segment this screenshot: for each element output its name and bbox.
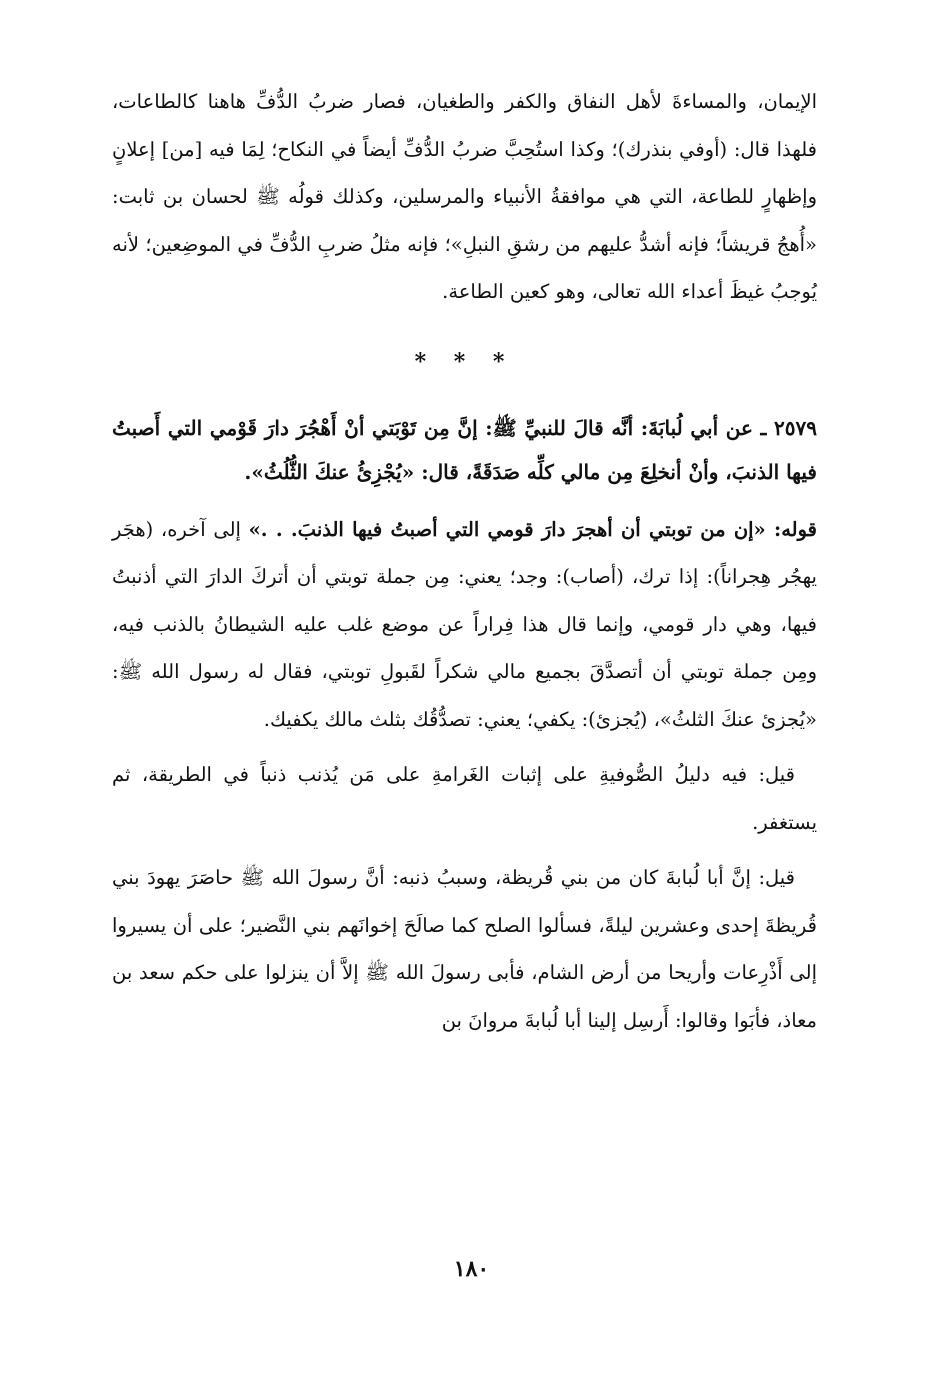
commentary-body: إلى آخره، (هجَر يهجُر هِجراناً): إذا ترك، (أصاب): وجد؛ يعني: مِن جملة توبتي أن أتركَ الدارَ التي أذنبتُ فيها، وهي دار قومي، وإنما قال هذا فِراراً عن موضع غلب عليه الشيطانُ بالذنب فيه، ومِن جملة توبتي أن أتصدَّقَ بجميع مالي شكراً لقَبولِ توبتي، فقال له رسول الله ﷺ: «يُجزئ عنكَ الثلثُ»، (يُجزئ): يكفي؛ يعني: تصدُّقُك بثلث مالك يكفيك. [112,517,817,731]
hadith-text: ٢٥٧٩ ـ عن أبي لُبابَةَ: أنَّه قالَ للنبيِّ ﷺ: إنَّ مِن تَوْبَتي أنْ أَهْجُرَ دارَ قَوْمي التي أَصبتُ فيها الذنبَ، وأنْ أنخلِعَ مِن مالي كلِّه صَدَقَةً، قال: «يُجْزِئُ عنكَ الثُّلُثُ». [112,415,817,484]
page-number: ١٨٠ [453,1256,490,1282]
commentary-quote: قوله: «إن من توبتي أن أهجرَ دارَ قومي التي أصبتُ فيها الذنبَ. . .» [248,517,817,541]
paragraph-continuation: الإيمان، والمساءةَ لأهل النفاق والكفر والطغيان، فصار ضربُ الدُّفِّ هاهنا كالطاعات، فلهذا قال: (أوفي بنذرك)؛ وكذا استُحِبَّ ضربُ الدُّفِّ أيضاً في النكاح؛ لِمَا فيه [من] إعلانٍ وإظهارٍ للطاعة، التي هي موافقةُ الأنبياء والمرسلين، وكذلك قولُه ﷺ لحسان بن ثابت: «أُهجُ قريشاً؛ فإنه أشدُّ عليهم من رشقِ النبلِ»؛ فإنه مثلُ ضربِ الدُّفِّ في الموضِعين؛ لأنه يُوجبُ غيظَ أعداء الله تعالى، وهو كعين الطاعة. [112,90,817,303]
section-separator: * * * [414,348,515,375]
story-paragraph: قيل: إنَّ أبا لُبابةَ كان من بني قُريظة، وسببُ ذنبه: أنَّ رسولَ الله ﷺ حاصَرَ يهودَ بني قُريظةَ إحدى وعشرين ليلةً، فسألوا الصلح كما صالَحَ إخوانَهم بني النَّضير؛ على أن يسيروا إلى أَذْرِعات وأريحا من أرض الشام، فأبى رسولَ الله ﷺ إلاَّ أن ينزلوا على حكم سعد بن معاذ، فأبَوا وقالوا: أَرسِل إلينا أبا لُبابةَ مروانَ بن [112,866,817,1032]
page-body [112,78,817,1044]
commentary-paragraph [112,506,817,744]
sufi-paragraph: قيل: فيه دليلُ الصُّوفيةِ على إثبات الغَرامةِ على مَن يُذنب ذنباً في الطريقة، ثم يستغفر. [112,763,817,834]
